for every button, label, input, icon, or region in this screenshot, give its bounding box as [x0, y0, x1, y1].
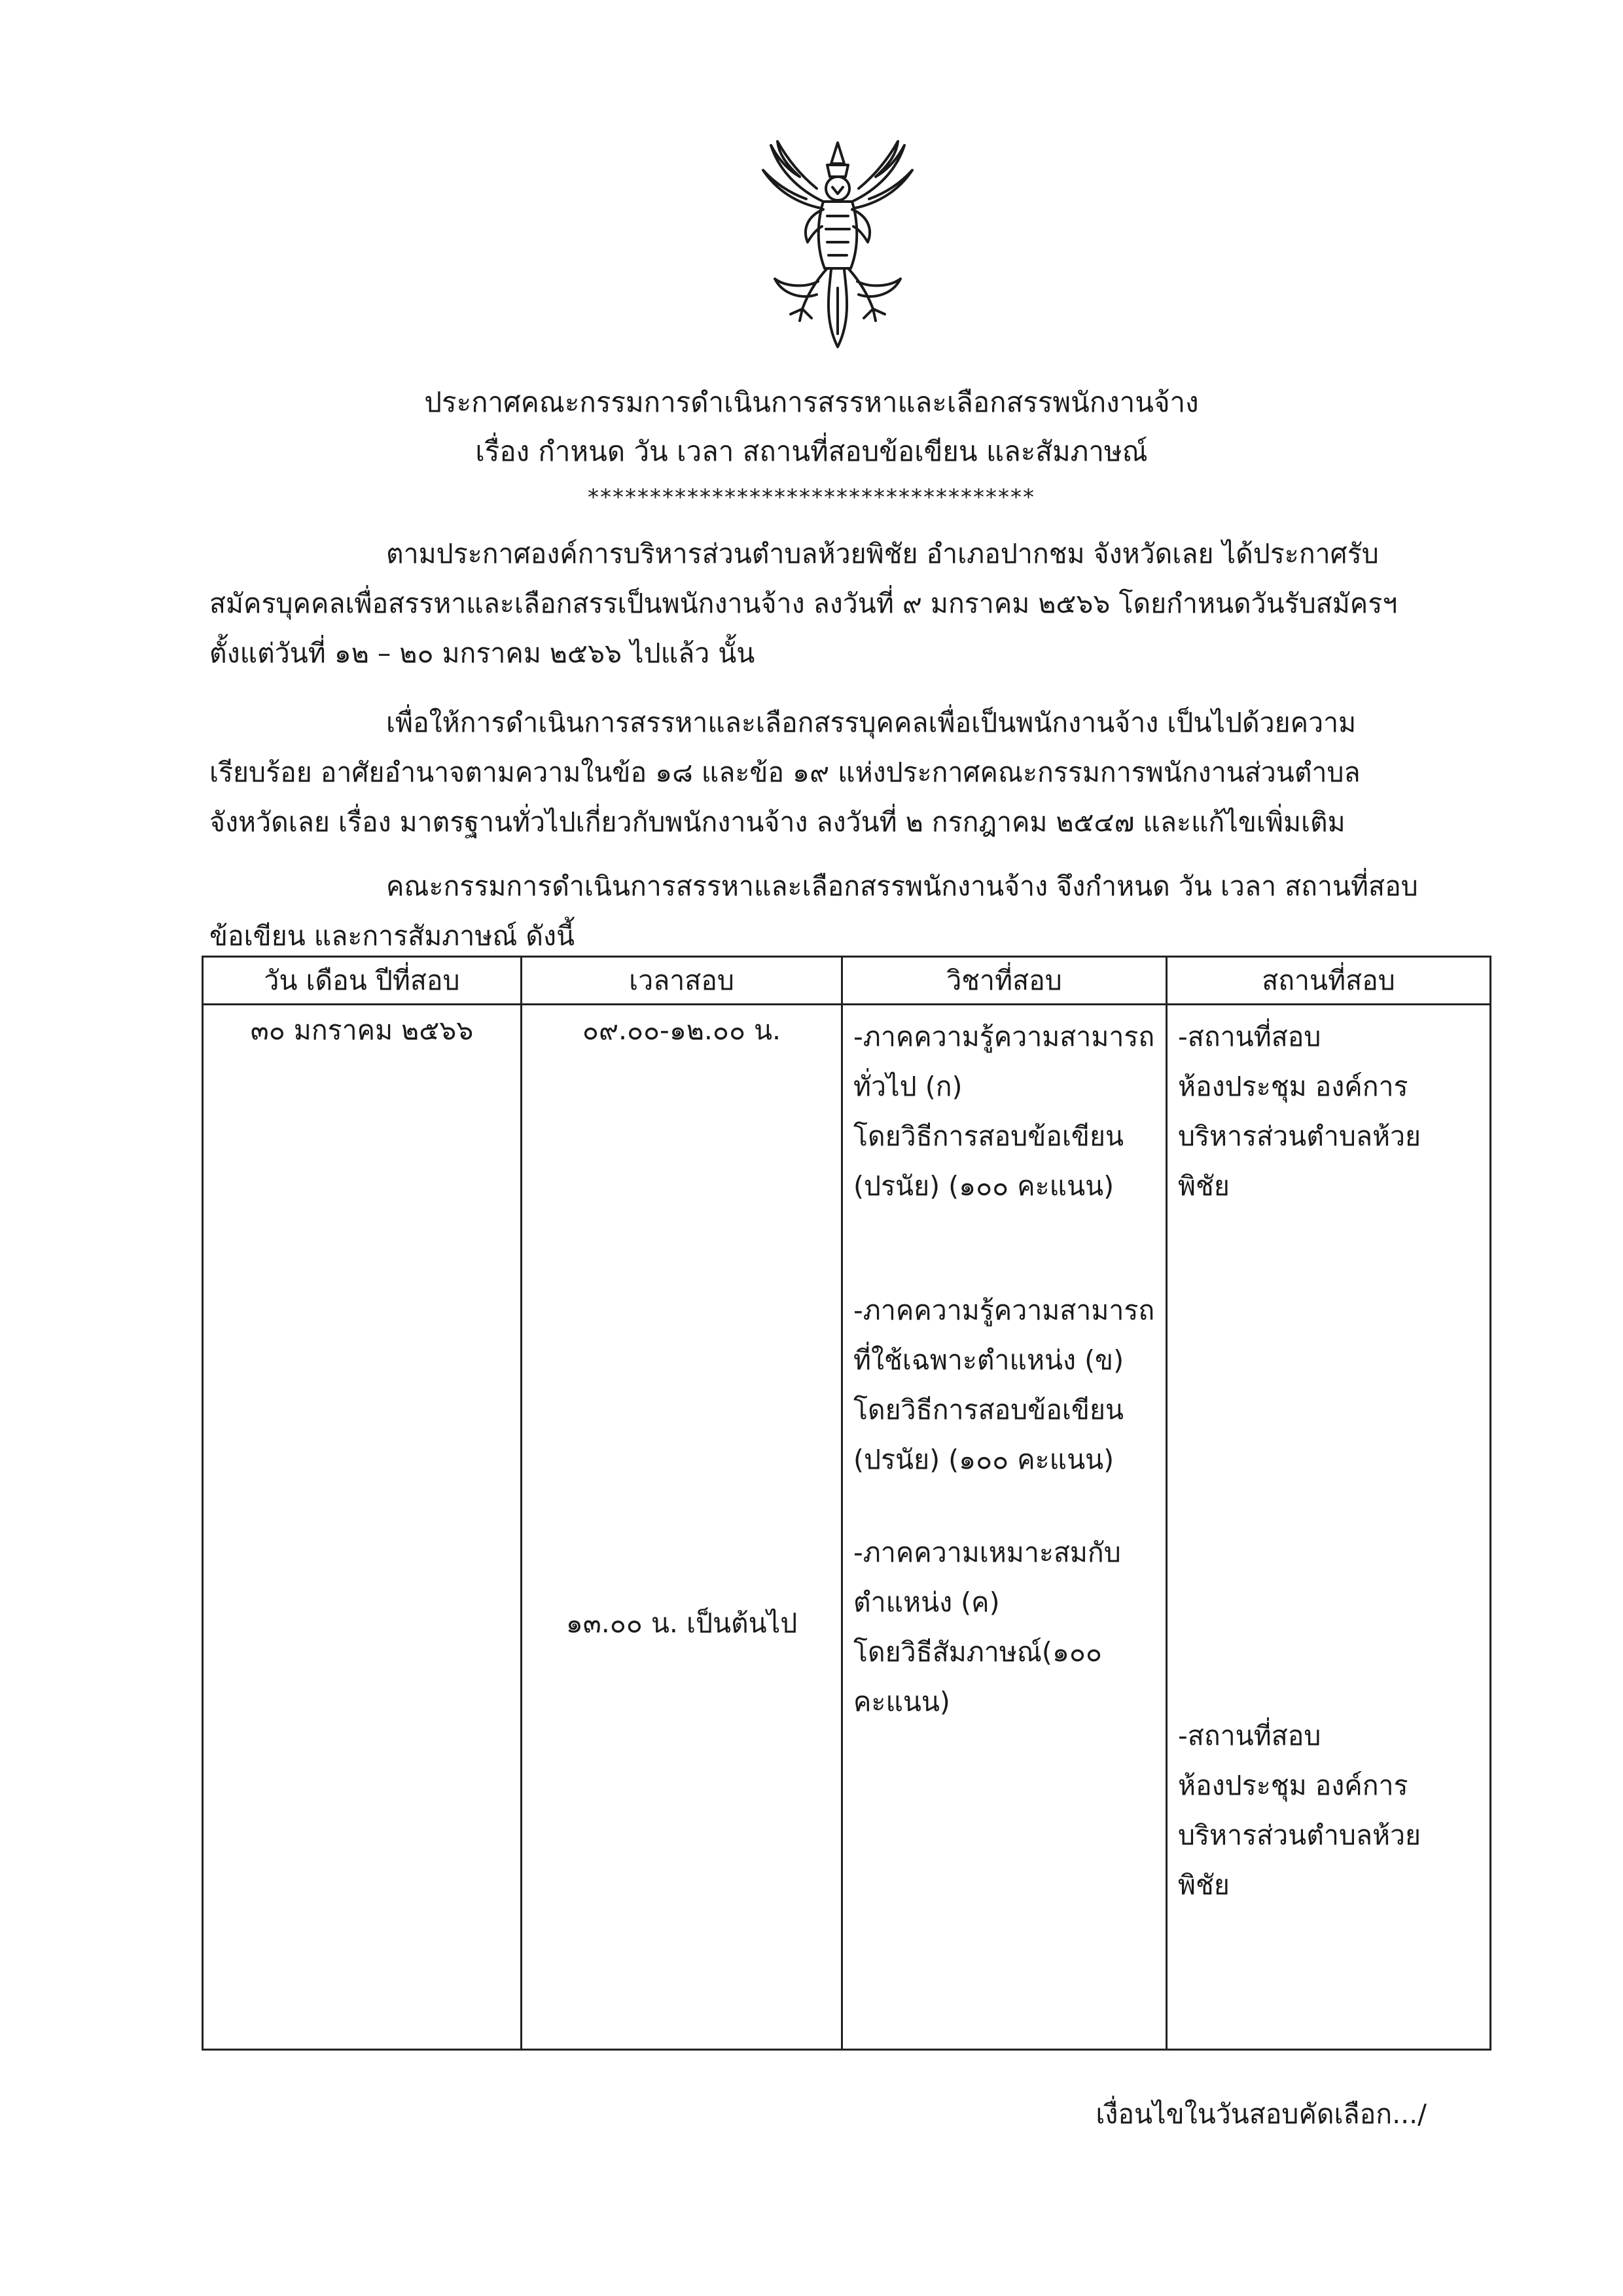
column-header-time: เวลาสอบ [522, 957, 842, 1005]
subject-line: โดยวิธีการสอบข้อเขียน [853, 1394, 1124, 1426]
session-time: ๐๙.๐๐-๑๒.๐๐ น. [582, 1014, 781, 1046]
venue-line: -สถานที่สอบ [1178, 1720, 1321, 1751]
announcement-title: ประกาศคณะกรรมการดำเนินการสรรหาและเลือกสรรพนักงานจ้าง [424, 386, 1199, 418]
subject-line: -ภาคความรู้ความสามารถ [853, 1295, 1155, 1326]
subject-line: โดยวิธีสัมภาษณ์(๑๐๐ [853, 1636, 1102, 1668]
subject-line: -ภาคความรู้ความสามารถ [853, 1021, 1155, 1052]
venue-line: บริหารส่วนตำบลห้วย [1178, 1121, 1421, 1152]
subject-block [853, 1528, 1155, 1727]
paragraph-1 [209, 529, 1453, 678]
subject-line: ที่ใช้เฉพาะตำแหน่ง (ข) [853, 1344, 1124, 1376]
column-header-date: วัน เดือน ปีที่สอบ [203, 957, 522, 1005]
subject-line: (ปรนัย) (๑๐๐ คะแนน) [853, 1444, 1115, 1475]
paragraph-line: เพื่อให้การดำเนินการสรรหาและเลือกสรรบุคคลเพื่อเป็นพนักงานจ้าง เป็นไปด้วยความ [386, 707, 1357, 738]
subject-line: คะแนน) [853, 1686, 950, 1717]
exam-time-cell [522, 1005, 842, 2050]
subject-line: (ปรนัย) (๑๐๐ คะแนน) [853, 1170, 1115, 1202]
venue-line: ห้องประชุม องค์การ [1178, 1770, 1408, 1801]
subject-line: ตำแหน่ง (ค) [853, 1587, 1000, 1618]
venue-block [1178, 1711, 1479, 1910]
session-time: ๑๓.๐๐ น. เป็นต้นไป [565, 1607, 798, 1639]
column-header-subject: วิชาที่สอบ [842, 957, 1167, 1005]
exam-schedule-table [202, 956, 1491, 2051]
paragraph-line: ตามประกาศองค์การบริหารส่วนตำบลห้วยพิชัย อำเภอปากชม จังหวัดเลย ได้ประกาศรับ [386, 538, 1379, 569]
exam-subject-cell [842, 1005, 1167, 2050]
subject-line: -ภาคความเหมาะสมกับ [853, 1537, 1121, 1568]
exam-date-cell [203, 1005, 522, 2050]
exam-date: ๓๐ มกราคม ๒๕๖๖ [250, 1014, 474, 1046]
continuation-note: เงื่อนไขในวันสอบคัดเลือก.../ [1096, 2098, 1427, 2130]
paragraph-line: สมัครบุคคลเพื่อสรรหาและเลือกสรรเป็นพนักงานจ้าง ลงวันที่ ๙ มกราคม ๒๕๖๖ โดยกำหนดวันรับสมัครฯ [209, 588, 1398, 619]
paragraph-line: ตั้งแต่วันที่ ๑๒ – ๒๐ มกราคม ๒๕๖๖ ไปแล้ว นั้น [209, 637, 755, 669]
paragraph-2 [209, 698, 1453, 847]
venue-line: บริหารส่วนตำบลห้วย [1178, 1820, 1421, 1851]
title-separator: ************************************ [588, 484, 1035, 511]
garuda-emblem-icon [740, 131, 936, 360]
subject-block [853, 1005, 1155, 1211]
venue-line: ห้องประชุม องค์การ [1178, 1071, 1408, 1102]
venue-block [1178, 1005, 1479, 1211]
subject-line: ทั่วไป (ก) [853, 1071, 963, 1102]
paragraph-line: คณะกรรมการดำเนินการสรรหาและเลือกสรรพนักงานจ้าง จึงกำหนด วัน เวลา สถานที่สอบ [386, 870, 1418, 902]
venue-line: พิชัย [1178, 1170, 1230, 1202]
venue-line: -สถานที่สอบ [1178, 1021, 1321, 1052]
table-row [203, 1005, 1491, 2050]
table-header-row [203, 957, 1491, 1005]
venue-line: พิชัย [1178, 1869, 1230, 1901]
paragraph-line: ข้อเขียน และการสัมภาษณ์ ดังนี้ [209, 920, 575, 952]
paragraph-3 [209, 861, 1453, 961]
subject-block [853, 1285, 1155, 1484]
exam-venue-cell [1167, 1005, 1491, 2050]
paragraph-line: จังหวัดเลย เรื่อง มาตรฐานทั่วไปเกี่ยวกับพนักงานจ้าง ลงวันที่ ๒ กรกฎาคม ๒๕๔๗ และแก้ไขเพิ่มเติม [209, 806, 1346, 838]
column-header-venue: สถานที่สอบ [1167, 957, 1491, 1005]
paragraph-line: เรียบร้อย อาศัยอำนาจตามความในข้อ ๑๘ และข้อ ๑๙ แห่งประกาศคณะกรรมการพนักงานส่วนตำบล [209, 757, 1361, 788]
announcement-subject: เรื่อง กำหนด วัน เวลา สถานที่สอบข้อเขียน และสัมภาษณ์ [475, 435, 1148, 467]
subject-line: โดยวิธีการสอบข้อเขียน [853, 1121, 1124, 1152]
